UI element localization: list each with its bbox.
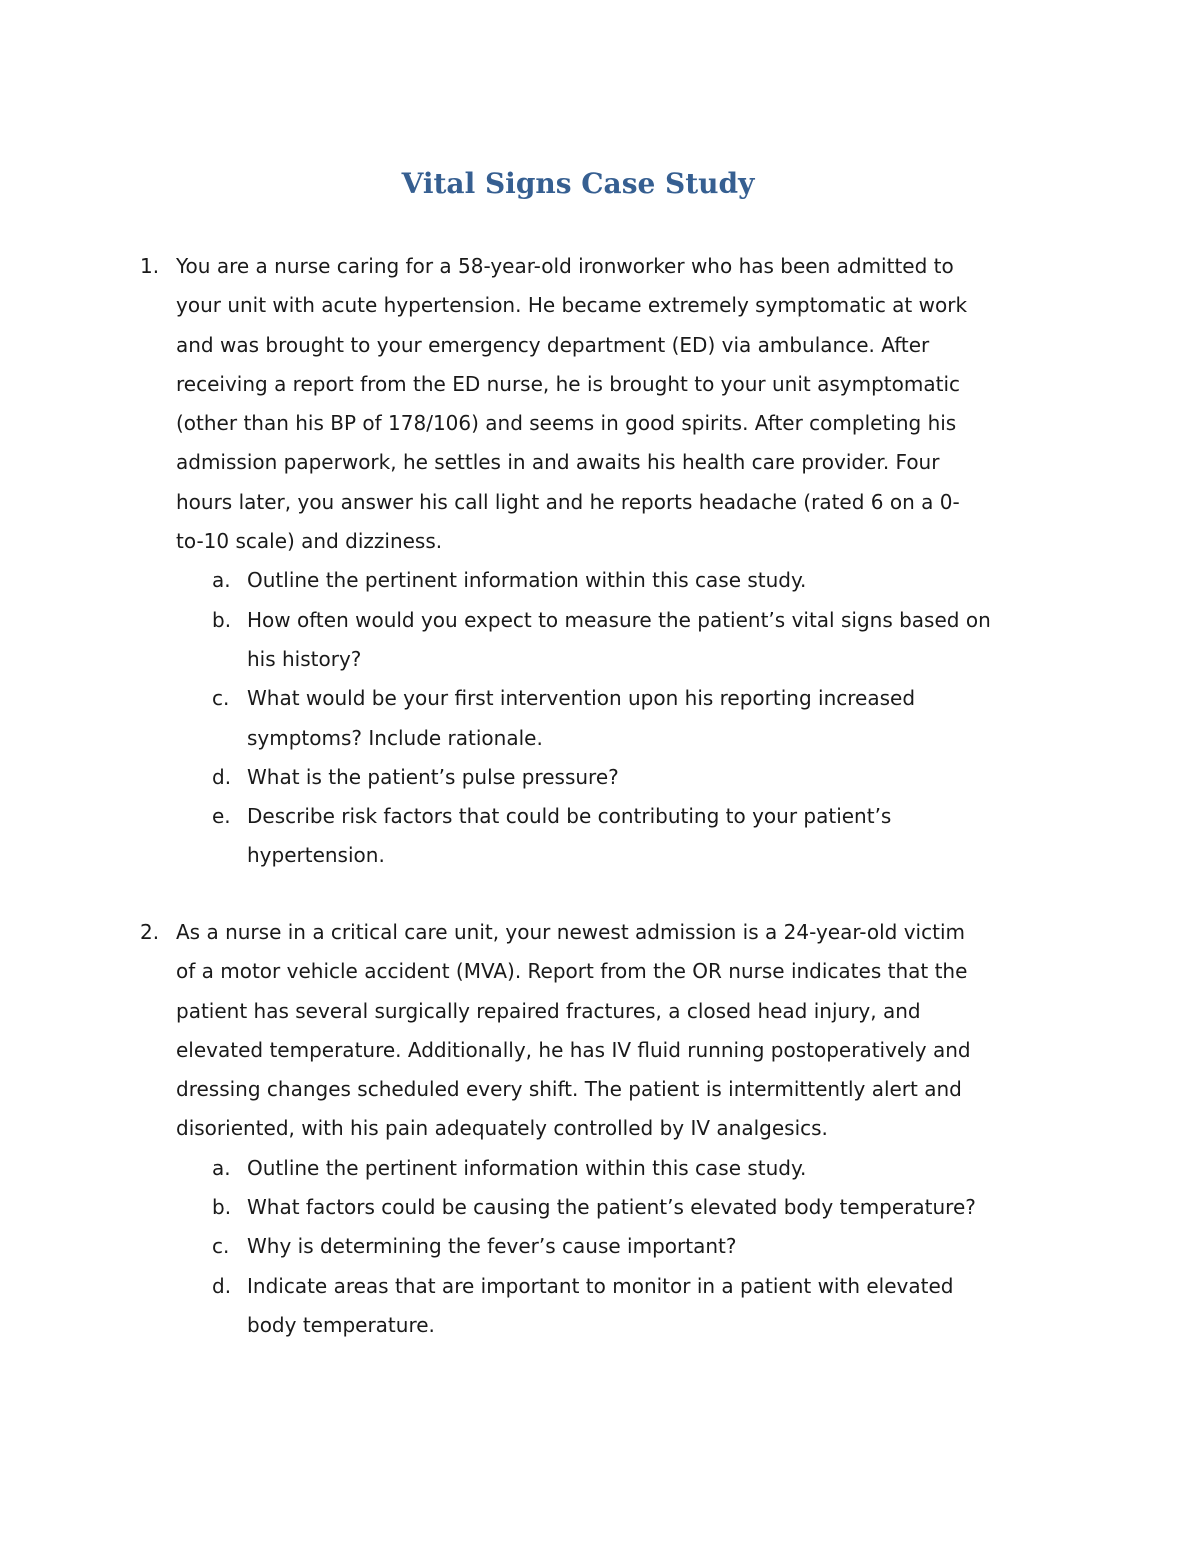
- subquestion: [140, 1149, 1060, 1188]
- subquestion-letter: b.: [212, 607, 232, 632]
- question-line: admission paperwork, he settles in and awaits his health care provider. Four: [176, 450, 940, 475]
- subquestion-line: hypertension.: [247, 843, 385, 868]
- subquestion-letter: d.: [212, 764, 232, 789]
- subquestion-letter: a.: [212, 1155, 231, 1180]
- subquestion: [140, 679, 1060, 758]
- question-line: to-10 scale) and dizziness.: [176, 529, 443, 554]
- question-number: 1.: [140, 254, 160, 278]
- subquestion: [140, 1267, 1060, 1346]
- subquestion-line: What factors could be causing the patient’s elevated body temperature?: [247, 1195, 976, 1220]
- question-number: 2.: [140, 920, 160, 944]
- subquestion-line: Describe risk factors that could be contributing to your patient’s: [247, 804, 892, 829]
- subquestion: [140, 758, 1060, 797]
- subquestion: [140, 797, 1060, 876]
- subquestion-line: How often would you expect to measure the patient’s vital signs based on: [247, 607, 991, 632]
- subquestion-letter: a.: [212, 568, 231, 593]
- subquestion-line: What is the patient’s pulse pressure?: [247, 764, 619, 789]
- subquestion-letter: d.: [212, 1273, 232, 1298]
- subquestion-line: Indicate areas that are important to monitor in a patient with elevated: [247, 1273, 954, 1298]
- question-line: patient has several surgically repaired fractures, a closed head injury, and: [176, 998, 921, 1023]
- question-text: [176, 913, 1060, 1149]
- question-line: and was brought to your emergency department (ED) via ambulance. After: [176, 332, 930, 357]
- subquestion-letter: c.: [212, 686, 230, 711]
- question-line: dressing changes scheduled every shift. The patient is intermittently alert and: [176, 1077, 962, 1102]
- question-line: receiving a report from the ED nurse, he is brought to your unit asymptomatic: [176, 371, 961, 396]
- subquestion: [140, 601, 1060, 680]
- question-line: As a nurse in a critical care unit, your newest admission is a 24-year-old victim: [176, 920, 965, 944]
- subquestion-letter: c.: [212, 1234, 230, 1259]
- question-line: (other than his BP of 178/106) and seems in good spirits. After completing his: [176, 411, 957, 436]
- question-text: [176, 247, 1060, 561]
- subquestion: [140, 1188, 1060, 1227]
- question-line: disoriented, with his pain adequately controlled by IV analgesics.: [176, 1116, 828, 1141]
- subquestion: [140, 1227, 1060, 1266]
- question-line: elevated temperature. Additionally, he has IV fluid running postoperatively and: [176, 1037, 971, 1062]
- subquestion-list: [140, 1149, 1060, 1345]
- question-1: [140, 247, 1060, 876]
- subquestion-line: Outline the pertinent information within this case study.: [247, 568, 807, 593]
- subquestion-letter: b.: [212, 1195, 232, 1220]
- question-line: You are a nurse caring for a 58-year-old ironworker who has been admitted to: [176, 254, 954, 278]
- subquestion-line: his history?: [247, 646, 362, 671]
- question-line: hours later, you answer his call light and he reports headache (rated 6 on a 0-: [176, 489, 960, 514]
- subquestion-list: [140, 561, 1060, 875]
- subquestion-letter: e.: [212, 804, 231, 829]
- subquestion-line: symptoms? Include rationale.: [247, 725, 543, 750]
- subquestion: [140, 561, 1060, 600]
- question-line: your unit with acute hypertension. He became extremely symptomatic at work: [176, 293, 968, 318]
- question-line: of a motor vehicle accident (MVA). Report from the OR nurse indicates that the: [176, 959, 968, 984]
- document-title: Vital Signs Case Study: [401, 167, 755, 200]
- subquestion-line: Outline the pertinent information within this case study.: [247, 1155, 807, 1180]
- subquestion-line: Why is determining the fever’s cause important?: [247, 1234, 737, 1259]
- subquestion-line: What would be your first intervention upon his reporting increased: [247, 686, 916, 711]
- question-2: [140, 913, 1060, 1345]
- subquestion-line: body temperature.: [247, 1312, 435, 1337]
